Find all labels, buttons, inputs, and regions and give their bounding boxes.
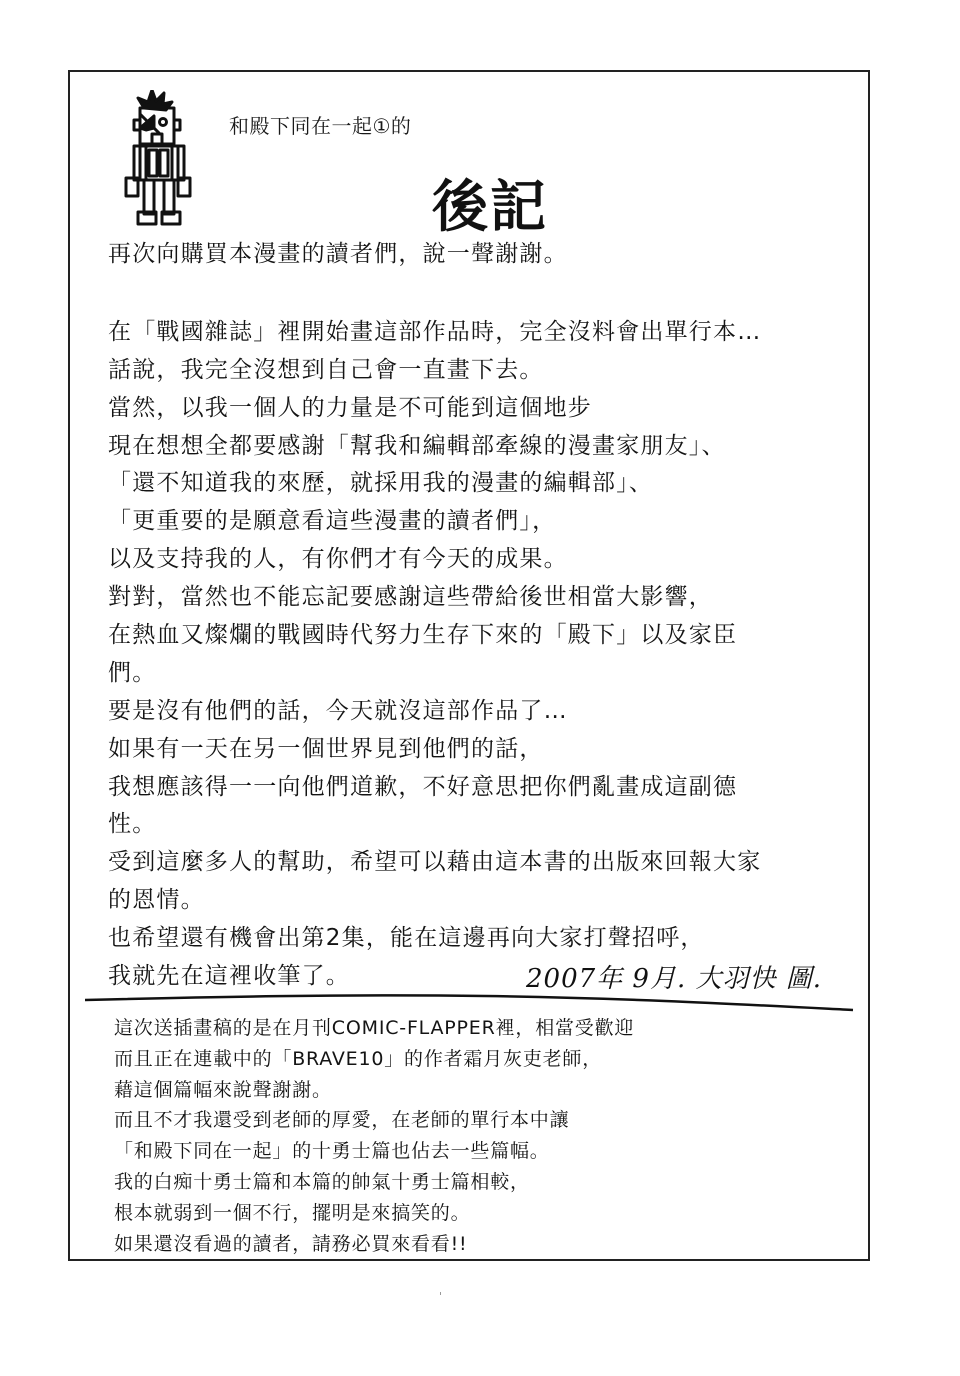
body-line: 我就先在這裡收筆了。 [108, 963, 350, 990]
note-line: 藉這個篇幅來說聲謝謝。 [114, 1078, 332, 1101]
series-subtitle: 和殿下同在一起①的 [229, 114, 412, 138]
note-line: 如果還沒看過的讀者，請務必買來看看!! [114, 1232, 468, 1255]
body-line: 以及支持我的人，有你們才有今天的成果。 [108, 546, 568, 573]
robot-mascot-icon [118, 90, 198, 230]
body-line: 在「戰國雜誌」裡開始畫這部作品時，完全沒料會出單行本… [108, 318, 762, 345]
body-line: 「更重要的是願意看這些漫畫的讀者們」， [108, 508, 557, 535]
page-title: 後記 [432, 174, 548, 240]
note-line: 這次送插畫稿的是在月刊COMIC-FLAPPER裡，相當受歡迎 [114, 1017, 635, 1039]
paragraph-gap [108, 274, 868, 314]
body-line: 性。 [108, 811, 157, 838]
body-line: 如果有一天在另一個世界見到他們的話， [108, 735, 544, 762]
body-line: 「還不知道我的來歷，就採用我的漫畫的編輯部」、 [108, 470, 654, 497]
afterword-body [108, 236, 868, 996]
body-line: 再次向購買本漫畫的讀者們，說一聲謝謝。 [108, 241, 568, 267]
body-line: 當然，以我一個人的力量是不可能到這個地步 [108, 394, 592, 421]
note-line: 而且正在連載中的「BRAVE10」的作者霜月灰吏老師， [114, 1047, 603, 1070]
note-line: 而且不才我還受到老師的厚愛，在老師的單行本中讓 [114, 1109, 570, 1132]
body-line: 們。 [108, 659, 157, 686]
body-line: 在熱血又燦爛的戰國時代努力生存下來的「殿下」以及家臣 [108, 622, 738, 649]
body-line: 現在想想全都要感謝「幫我和編輯部牽線的漫畫家朋友」、 [108, 432, 726, 459]
author-note [114, 1013, 834, 1259]
body-line: 要是沒有他們的話，今天就沒這部作品了… [108, 697, 568, 724]
body-line: 話說，我完全沒想到自己會一直畫下去。 [108, 356, 544, 383]
signature-date: 2007年 9月. 大羽快 圖. [526, 964, 823, 994]
scan-speck [440, 1292, 441, 1295]
body-line: 對對，當然也不能忘記要感謝這些帶給後世相當大影響， [108, 584, 713, 611]
note-line: 根本就弱到一個不行，擺明是來搞笑的。 [114, 1201, 471, 1224]
note-line: 我的白痴十勇士篇和本篇的帥氣十勇士篇相較， [114, 1170, 530, 1193]
body-line: 的恩情。 [108, 887, 205, 914]
note-line: 「和殿下同在一起」的十勇士篇也佔去一些篇幅。 [114, 1140, 550, 1163]
body-line: 受到這麼多人的幫助，希望可以藉由這本書的出版來回報大家 [108, 849, 762, 876]
body-line: 也希望還有機會出第2集，能在這邊再向大家打聲招呼， [108, 925, 705, 952]
body-line: 我想應該得一一向他們道歉，不好意思把你們亂畫成這副德 [108, 773, 738, 800]
